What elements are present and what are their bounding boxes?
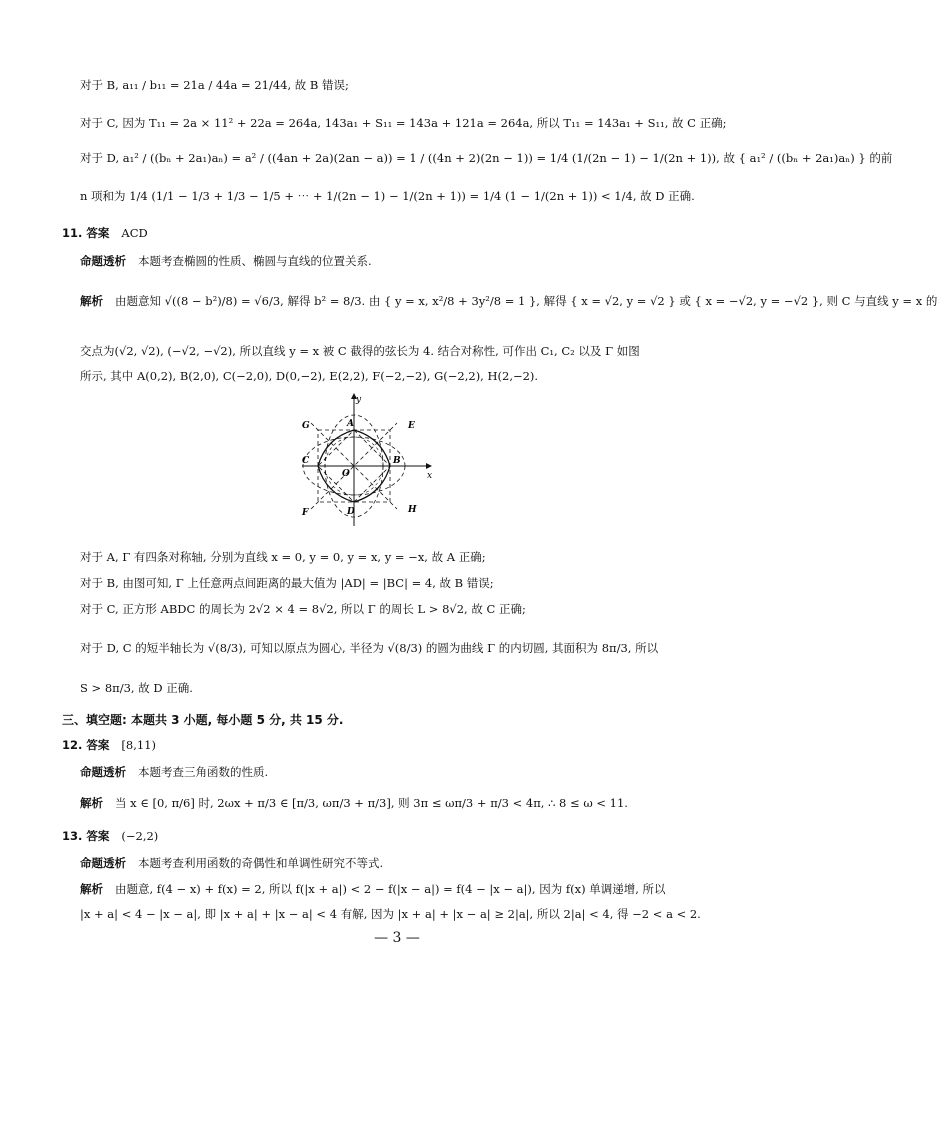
solution-13-line2: |x + a| < 4 − |x − a|, 即 |x + a| + |x − a| < 4 有解, 因为 |x + a| + |x − a| ≥ 2|a|, 所以 2|a| < 4, 得 −2 < a < 2. [80,907,701,921]
analysis-text: 本题考查利用函数的奇偶性和单调性研究不等式. [138,856,384,870]
solution-11 [80,293,937,309]
label-x: x [427,471,433,481]
solution-label: 解析 [80,882,103,896]
analysis-11 [80,253,372,269]
label-a: A [347,419,354,429]
solution-text: 当 x ∈ [0, π/6] 时, 2ωx + π/3 ∈ [π/3, ωπ/3 + π/3], 则 3π ≤ ωπ/3 + π/3 < 4π, ∴ 8 ≤ ω < 11. [115,796,628,810]
solution-13 [80,881,666,897]
analysis-label: 命题透析 [80,765,126,779]
solution-text: 由题意知 √((8 − b²)/8) = √6/3, 解得 b² = 8/3. 由 { y = x, x²/8 + 3y²/8 = 1 }, 解得 { x = √2, y = √2 } 或 { x = −√2, y = −√2 }, 则 C 与直线 y = x 的 [115,294,937,308]
solution-label: 解析 [80,796,103,810]
solution-12 [80,795,628,811]
answer-label: 13. 答案 [62,829,110,843]
line-option-d-11-cont: S > 8π/3, 故 D 正确. [80,681,193,695]
line-option-b: 对于 B, a₁₁ / b₁₁ = 21a / 44a = 21/44, 故 B 错误; [80,78,349,92]
label-d: D [347,507,355,517]
answer-value: (−2,2) [121,829,159,843]
solution-label: 解析 [80,294,103,308]
line-option-b-11: 对于 B, 由图可知, Γ 上任意两点间距离的最大值为 |AD| = |BC| = 4, 故 B 错误; [80,576,494,590]
line-option-c: 对于 C, 因为 T₁₁ = 2a × 11² + 22a = 264a, 143a₁ + S₁₁ = 143a + 121a = 264a, 所以 T₁₁ = 143a₁ + S₁₁, 故 C 正确; [80,116,727,130]
solution-11-line2: 交点为(√2, √2), (−√2, −√2), 所以直线 y = x 被 C 截得的弦长为 4. 结合对称性, 可作出 C₁, C₂ 以及 Γ 如图 [80,344,640,358]
answer-value: [8,11) [121,738,156,752]
label-h: H [408,505,417,515]
solution-11-line3: 所示, 其中 A(0,2), B(2,0), C(−2,0), D(0,−2), E(2,2), F(−2,−2), G(−2,2), H(2,−2). [80,369,539,383]
answer-value: ACD [121,226,148,240]
label-e: E [408,421,415,431]
label-c: C [302,456,310,466]
analysis-text: 本题考查三角函数的性质. [138,765,269,779]
line-option-c-11: 对于 C, 正方形 ABDC 的周长为 2√2 × 4 = 8√2, 所以 Γ 的周长 L > 8√2, 故 C 正确; [80,602,526,616]
answer-11 [62,225,148,241]
label-y: y [356,395,362,405]
label-o: O [342,469,350,479]
curve-figure [296,390,442,530]
label-g: G [302,421,310,431]
answer-label: 11. 答案 [62,226,110,240]
line-option-d-sum: n 项和为 1/4 (1/1 − 1/3 + 1/3 − 1/5 + ⋯ + 1/(2n − 1) − 1/(2n + 1)) = 1/4 (1 − 1/(2n + 1)) < 1/4, 故 D 正确. [80,189,695,203]
line-option-d: 对于 D, a₁² / ((bₙ + 2a₁)aₙ) = a² / ((4an + 2a)(2an − a)) = 1 / ((4n + 2)(2n − 1)) = 1/4 (1/(2n − 1) − 1/(2n + 1)), 故 { a₁² / ((bₙ + 2a₁)aₙ) } 的前 [80,151,893,165]
analysis-label: 命题透析 [80,856,126,870]
analysis-12 [80,764,268,780]
label-f: F [302,508,309,518]
analysis-text: 本题考查椭圆的性质、椭圆与直线的位置关系. [138,254,372,268]
line-option-d-11: 对于 D, C 的短半轴长为 √(8/3), 可知以原点为圆心, 半径为 √(8/3) 的圆为曲线 Γ 的内切圆, 其面积为 8π/3, 所以 [80,641,659,655]
label-b: B [393,456,401,466]
answer-12 [62,737,156,753]
solution-text: 由题意, f(4 − x) + f(x) = 2, 所以 f(|x + a|) < 2 − f(|x − a|) = f(4 − |x − a|), 因为 f(x) 单调递增, 所以 [115,882,666,896]
page-number: — 3 — [374,930,420,946]
analysis-label: 命题透析 [80,254,126,268]
section-heading-fill-in: 三、填空题: 本题共 3 小题, 每小题 5 分, 共 15 分. [62,713,344,727]
answer-13 [62,828,158,844]
line-option-a-11: 对于 A, Γ 有四条对称轴, 分别为直线 x = 0, y = 0, y = x, y = −x, 故 A 正确; [80,550,486,564]
analysis-13 [80,855,383,871]
answer-label: 12. 答案 [62,738,110,752]
